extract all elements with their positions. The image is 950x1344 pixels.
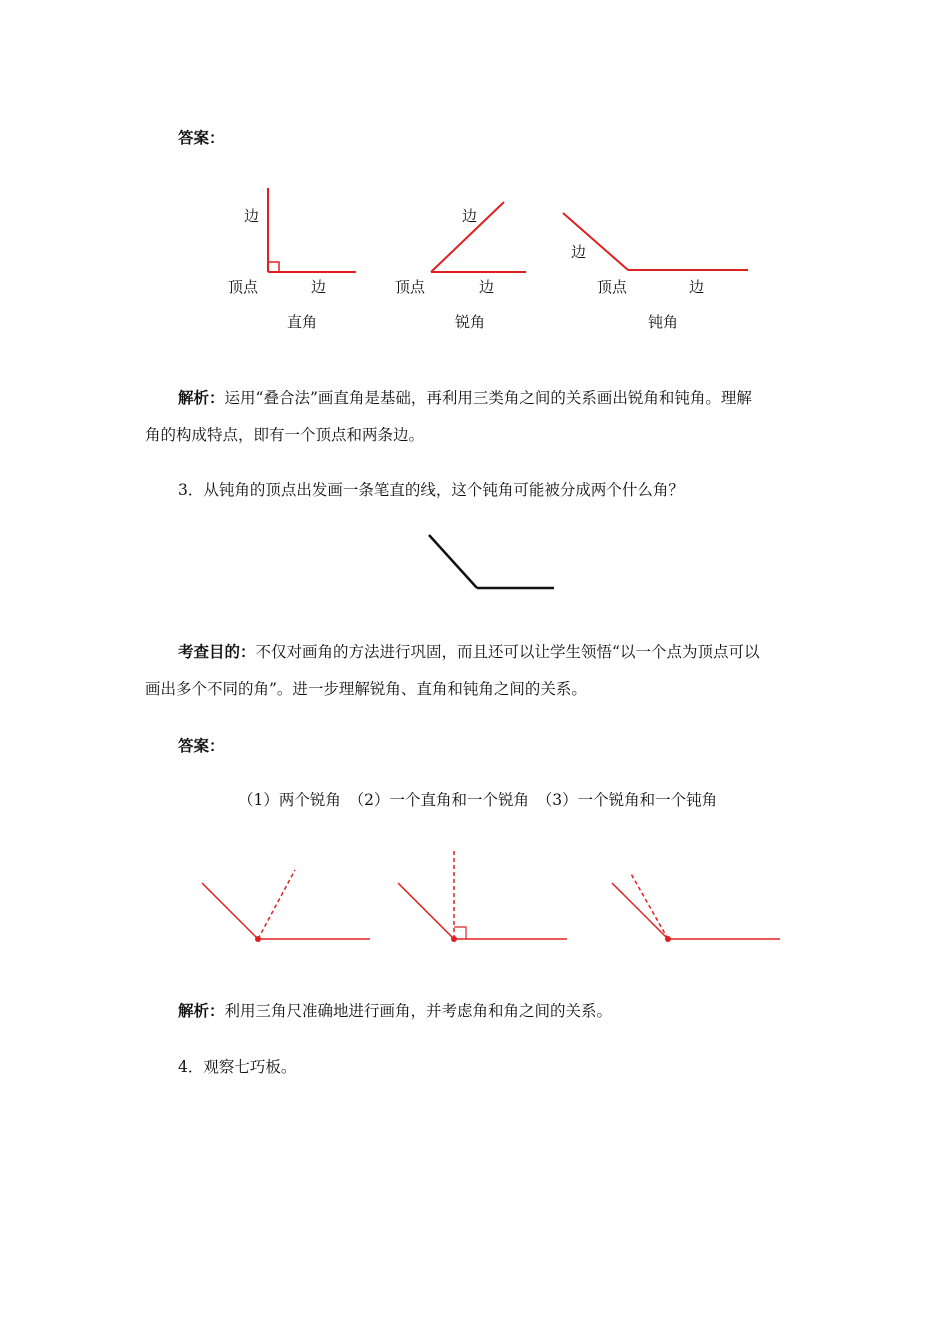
purpose-label: 考查目的：: [178, 643, 256, 661]
acute-angle-side-label-slanted: 边: [462, 207, 478, 225]
analysis-2-paragraph: [178, 1001, 612, 1021]
analysis-text-line2: 角的构成特点，即有一个顶点和两条边。: [145, 426, 425, 444]
right-angle-side-label-horizontal: 边: [311, 278, 327, 296]
obtuse-angle-side-label-slanted: 边: [571, 243, 587, 261]
analysis-text-line1: 运用“叠合法”画直角是基础，再利用三类角之间的关系画出锐角和钝角。理解: [224, 389, 752, 407]
right-angle-name: 直角: [287, 313, 318, 331]
obtuse-angle-name: 钝角: [648, 313, 679, 331]
analysis-2-label: 解析：: [178, 1002, 225, 1020]
obtuse-angle-vertex-label: 顶点: [597, 278, 628, 296]
obtuse-angle-side-label-horizontal: 边: [689, 278, 705, 296]
acute-angle-name: 锐角: [455, 313, 486, 331]
answer-heading: 答案：: [178, 129, 225, 147]
purpose-text-line2: 画出多个不同的角”。进一步理解锐角、直角和钝角之间的关系。: [145, 680, 587, 698]
right-angle-vertex-label: 顶点: [228, 278, 259, 296]
answer-heading-2: 答案：: [178, 737, 225, 755]
right-angle-side-label-vertical: 边: [244, 207, 260, 225]
question-4-text: 4．观察七巧板。: [178, 1058, 297, 1076]
answer-options: （1）两个锐角 （2）一个直角和一个锐角 （3）一个锐角和一个钝角: [238, 791, 718, 809]
analysis-2-text: 利用三角尺准确地进行画角，并考虑角和角之间的关系。: [224, 1002, 613, 1020]
acute-and-obtuse-angles-figure: [612, 872, 780, 942]
purpose-text-line1: 不仅对画角的方法进行巩固，而且还可以让学生领悟“以一个点为顶点可以: [255, 643, 760, 661]
right-and-acute-angles-figure: [398, 848, 567, 942]
acute-angle-side-label-horizontal: 边: [479, 278, 495, 296]
acute-angle-vertex-label: 顶点: [395, 278, 426, 296]
two-acute-angles-figure: [202, 870, 370, 942]
analysis-label: 解析：: [178, 389, 225, 407]
question-3-text: 3．从钝角的顶点出发画一条笔直的线，这个钝角可能被分成两个什么角？: [178, 481, 684, 499]
